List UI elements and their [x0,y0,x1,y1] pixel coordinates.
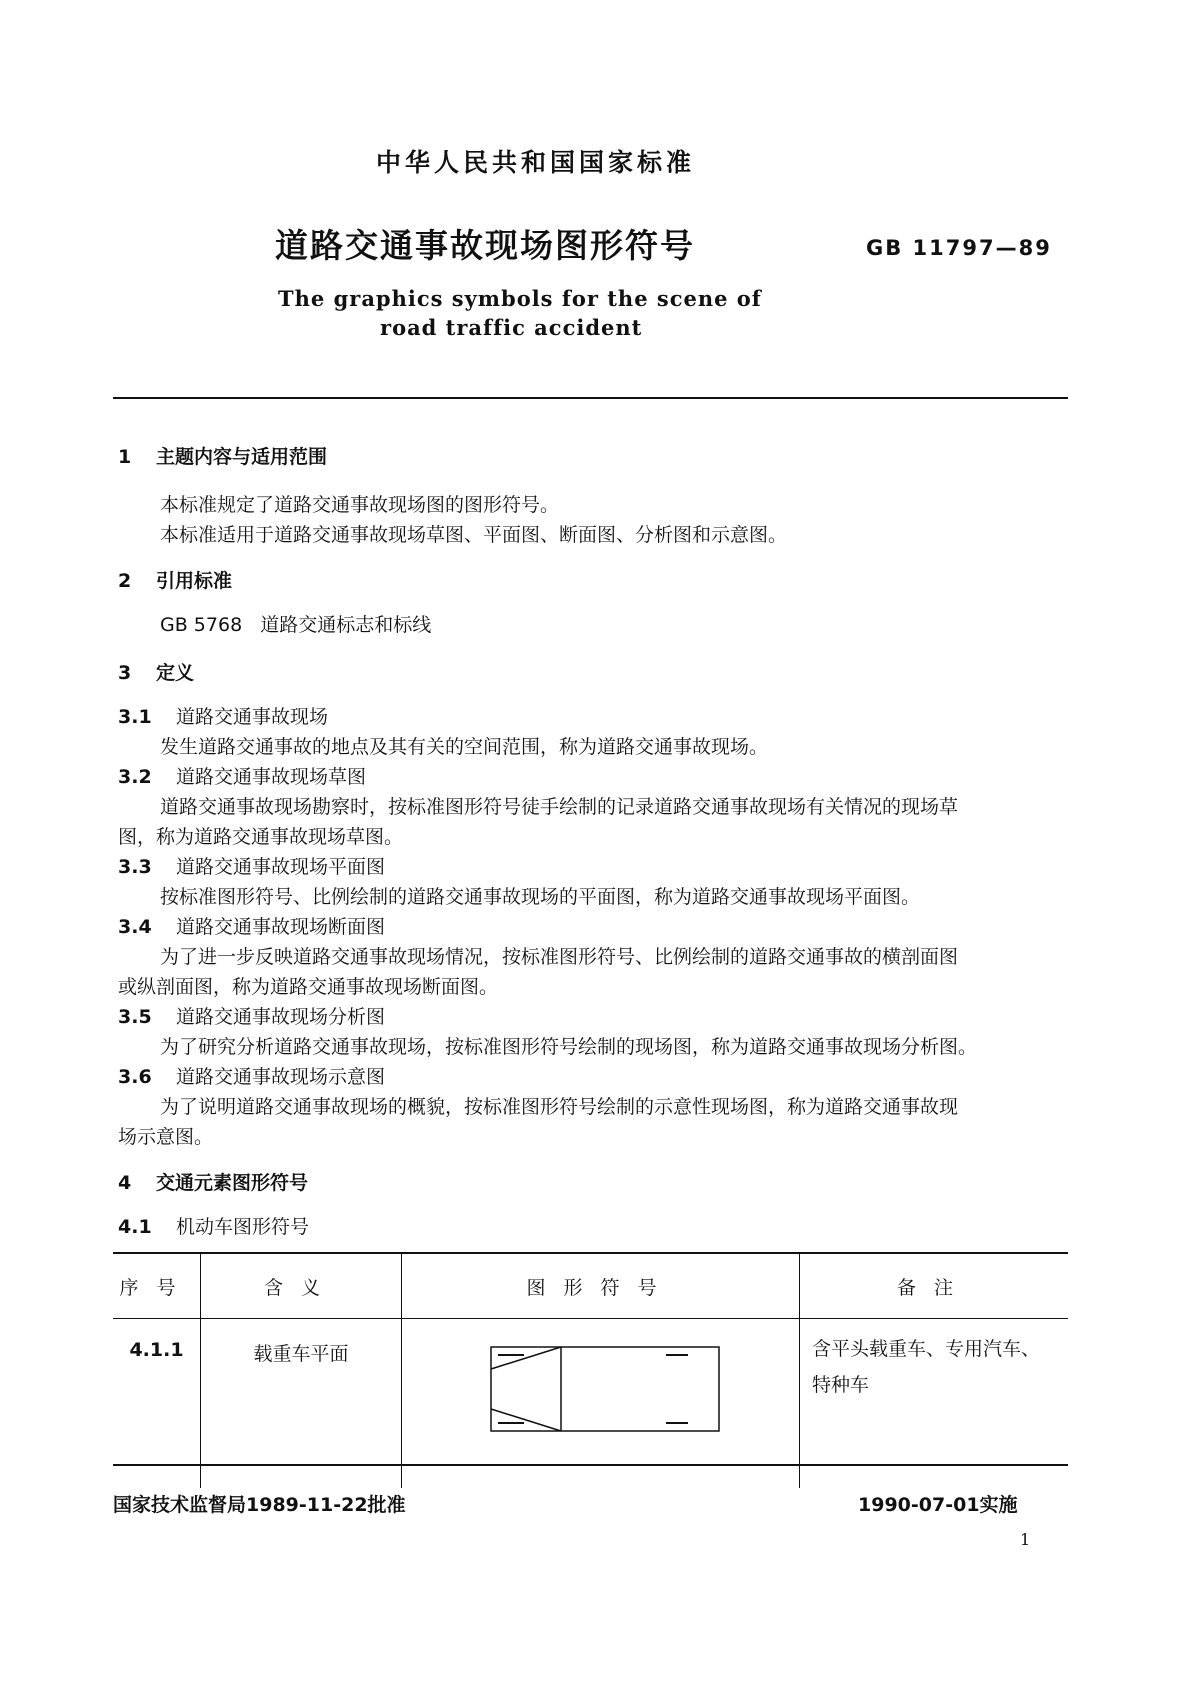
definition-3-2-heading [118,762,366,789]
column-header-meaning: 含义 [201,1254,402,1319]
subsection-number: 3.6 [118,1066,152,1088]
definition-3-1-heading [118,702,328,729]
subsection-title: 道路交通事故现场断面图 [176,916,386,938]
section-title: 主题内容与适用范围 [156,446,328,468]
english-title-line1: The graphics symbols for the scene of [278,286,762,311]
remark-line: 含平头载重车、专用汽车、 [812,1338,1041,1360]
section-number: 3 [118,662,132,684]
subsection-title: 道路交通事故现场平面图 [176,856,386,878]
column-header-number: 序号 [113,1254,201,1319]
paragraph: 为了进一步反映道路交通事故现场情况，按标准图形符号、比例绘制的道路交通事故的横剖面图 [160,946,959,968]
section-title: 定义 [156,662,195,684]
column-header-symbol: 图形符号 [402,1254,800,1319]
paragraph: 图，称为道路交通事故现场草图。 [118,826,404,848]
section-number: 2 [118,570,132,592]
subsection-title: 道路交通事故现场 [176,706,329,728]
standard-header-title: 中华人民共和国国家标准 [375,148,695,177]
paragraph: 发生道路交通事故的地点及其有关的空间范围，称为道路交通事故现场。 [160,736,769,758]
section-1-heading [118,442,327,469]
paragraph: 为了研究分析道路交通事故现场，按标准图形符号绘制的现场图，称为道路交通事故现场分析图。 [160,1036,978,1058]
definition-3-5-heading [118,1002,385,1029]
paragraph: 为了说明道路交通事故现场的概貌，按标准图形符号绘制的示意性现场图，称为道路交通事故现 [160,1096,959,1118]
section-2-heading [118,566,232,593]
subsection-number: 3.3 [118,856,152,878]
table-bottom-rule [113,1464,1068,1466]
column-header-remarks: 备注 [800,1254,1069,1319]
english-title-line2: road traffic accident [380,315,643,340]
remark-line: 特种车 [812,1374,870,1396]
subsection-title: 机动车图形符号 [176,1216,310,1238]
definition-3-4-heading [118,912,385,939]
page-number: 1 [1020,1530,1031,1549]
document-title: 道路交通事故现场图形符号 [275,226,695,265]
paragraph: 道路交通事故现场勘察时，按标准图形符号徒手绘制的记录道路交通事故现场有关情况的现场草 [160,796,959,818]
section-title: 引用标准 [156,570,233,592]
table-header-row [113,1254,1068,1319]
paragraph: 本标准规定了道路交通事故现场图的图形符号。 [160,494,560,516]
section-3-heading [118,658,194,685]
subsection-number: 4.1 [118,1216,152,1238]
paragraph: 本标准适用于道路交通事故现场草图、平面图、断面图、分析图和示意图。 [160,524,788,546]
standard-number: GB 11797—89 [866,236,1052,260]
row-remarks [800,1319,1069,1489]
row-symbol-cell [402,1319,800,1489]
subsection-number: 3.5 [118,1006,152,1028]
subsection-number: 3.2 [118,766,152,788]
reference-title: 道路交通标志和标线 [260,614,432,636]
definition-3-6-heading [118,1062,385,1089]
section-title: 交通元素图形符号 [156,1172,309,1194]
approval-date: 国家技术监督局1989-11-22批准 [113,1494,406,1516]
section-4-heading [118,1168,308,1195]
definition-3-3-heading [118,852,385,879]
section-number: 4 [118,1172,132,1194]
truck-plan-symbol [476,1339,726,1439]
subsection-title: 道路交通事故现场分析图 [176,1006,386,1028]
paragraph: 或纵剖面图，称为道路交通事故现场断面图。 [118,976,499,998]
paragraph: 按标准图形符号、比例绘制的道路交通事故现场的平面图，称为道路交通事故现场平面图。 [160,886,921,908]
referenced-standard [160,610,431,637]
row-number: 4.1.1 [113,1319,201,1489]
table-row [113,1319,1068,1489]
subsection-number: 3.1 [118,706,152,728]
reference-code: GB 5768 [160,614,243,636]
subsection-title: 道路交通事故现场示意图 [176,1066,386,1088]
section-number: 1 [118,446,132,468]
subsection-title: 道路交通事故现场草图 [176,766,367,788]
effective-date: 1990-07-01实施 [858,1494,1018,1516]
paragraph: 场示意图。 [118,1126,214,1148]
symbol-table [113,1254,1068,1488]
header-rule [113,397,1068,399]
subsection-number: 3.4 [118,916,152,938]
subsection-4-1-heading [118,1212,309,1239]
row-meaning: 载重车平面 [201,1319,402,1489]
